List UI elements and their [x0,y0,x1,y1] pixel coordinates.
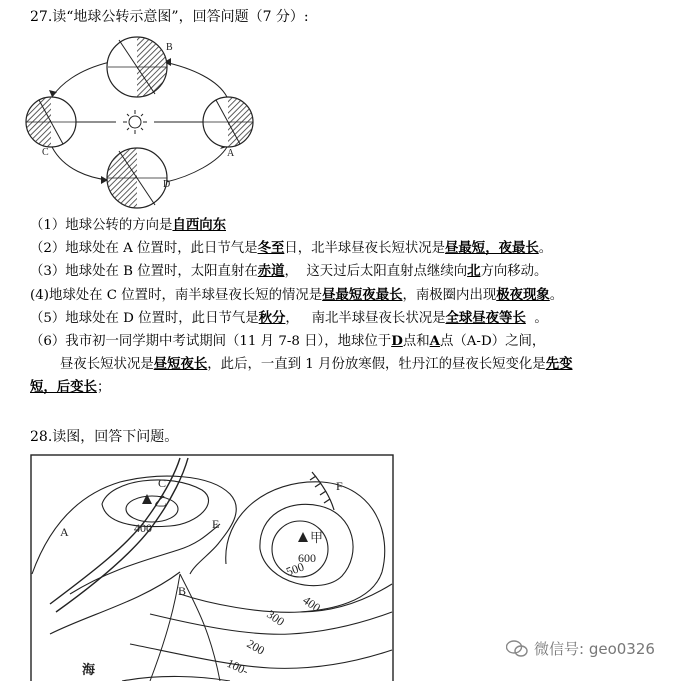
watermark-text: 微信号: geo0326 [534,640,655,658]
answer-1: （1）地球公转的方向是自西向东 [30,217,226,233]
contour-300: 300 [264,606,288,629]
answer-1-value: 自西向东 [172,217,226,233]
earth-left [25,96,76,148]
label-a: A [227,148,235,159]
answer-2: （2）地球处在 A 位置时，此日节气是冬至日，北半球昼夜长短状况是昼最短，夜最长。 [30,240,553,257]
wechat-watermark [506,638,655,659]
answer-2-value: 冬至 [257,240,285,257]
answer-3-value-b: 北 [467,263,481,280]
wechat-icon [506,640,528,658]
contour-100: 100- [224,656,251,679]
contour-map [30,454,394,681]
peak-jia-label: 甲 [310,530,324,545]
question-27-title: 27.读“地球公转示意图”，回答问题（7 分）: [30,9,309,25]
earth-top [107,35,169,99]
point-b-label: B [178,584,187,598]
answer-6-value: 昼短夜长 [153,356,208,373]
contour-200: 200 [244,636,268,658]
question-27-answers [30,214,670,400]
answer-3: （3）地球处在 B 位置时，太阳直射在赤道， 这天过后太阳直射点继续向北方向移动。 [30,263,548,280]
answer-6-line-2: 昼夜长短状况是昼短夜长，此后，一直到 1 月份放寒假，牡丹江的昼夜长短变化是先变 [60,356,573,373]
answer-4-value: 昼最短夜最长 [322,286,403,303]
sun-icon [123,110,147,134]
answer-6-line-1: （6）我市初一同学期中考试期间（11 月 7-8 日），地球位于D点和A点（A-D）之间， [30,333,546,350]
contour-400b: 400 [300,592,324,615]
answer-6-line-3: 短，后变长； [30,379,111,396]
sea-label: 海 [82,662,96,677]
answer-4: (4)地球处在 C 位置时，南半球昼夜长短的情况是昼最短夜最长，南极圈内出现极夜现象。 [30,286,564,303]
label-d: D [163,179,171,190]
earth-revolution-diagram [22,30,272,230]
answer-3-value: 赤道 [257,263,285,280]
label-c: C [42,147,49,158]
contour-400: 400 [134,521,152,535]
answer-2-value-b: 昼最短，夜最长 [445,240,539,257]
answer-5: （5）地球处在 D 位置时，此日节气是秋分， 南北半球昼夜长状况是全球昼夜等长 。 [30,309,548,326]
earth-right [203,96,254,148]
answer-4-value-b: 极夜现象 [496,286,550,303]
question-28-title: 28.读图，回答下问题。 [30,429,179,445]
label-b: B [166,42,173,53]
point-f-label: F [336,479,343,493]
answer-5-value-b: 全球昼夜等长 [445,309,526,326]
peak-yi-label: 乙 [154,494,168,509]
answer-5-value: 秋分 [258,309,286,326]
earth-bottom [105,146,167,210]
point-e-label: E [212,517,220,531]
answer-6-value-b: 短，后变长 [30,379,97,396]
point-c-label: C [158,476,167,490]
contour-500: 500 [284,559,306,579]
contour-600: 600 [298,551,316,565]
point-a-label: A [60,525,69,539]
